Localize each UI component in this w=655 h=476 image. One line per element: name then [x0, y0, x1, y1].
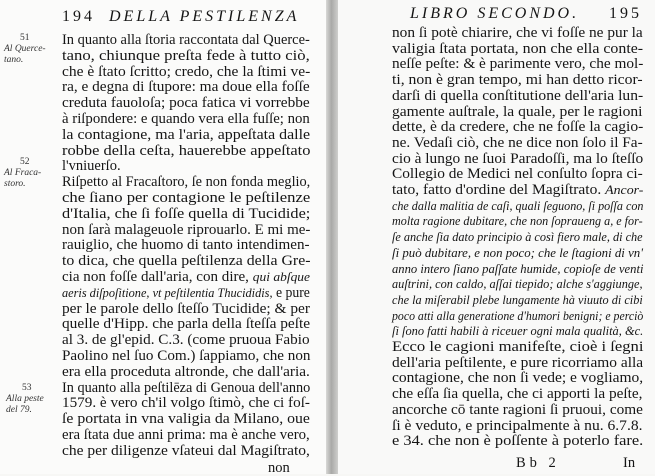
line-text: neſſe peſte: & è parimente vero, che mol- — [392, 56, 644, 73]
line-text: Riſpetto al Fracaſtoro, ſe non fonda meglio, — [62, 174, 311, 191]
text-line — [392, 229, 643, 245]
running-head-right: LIBRO SECONDO. — [410, 5, 580, 22]
margin-note-text: Al Fraca- — [4, 168, 42, 178]
line-text: gamente auſtrale, la quale, per le ragioni — [392, 103, 643, 120]
line-text: che eſſa ſia quella, che ci apporti la peſte, — [392, 386, 643, 403]
text-line — [392, 292, 643, 308]
line-text: l'vniuerſo. — [62, 158, 121, 175]
text-line — [62, 380, 310, 396]
text-line — [62, 79, 310, 95]
text-line — [62, 395, 310, 411]
text-line — [62, 348, 310, 364]
text-line — [62, 190, 310, 206]
text-line — [62, 301, 310, 317]
text-line — [392, 104, 642, 120]
line-text: era ſtata due anni prima: ma è anche vero, — [62, 427, 310, 443]
text-line — [62, 427, 310, 443]
running-header-left — [62, 8, 299, 26]
margin-note-53 — [6, 383, 44, 416]
text-line — [62, 332, 310, 348]
text-line — [392, 433, 643, 449]
line-text: che per diligenze vſateui dal Magiſtrato, — [62, 442, 310, 459]
line-text: tato, fatto d'ordine del Magiſtrato. — [392, 182, 606, 198]
text-line — [62, 48, 310, 64]
text-line — [392, 339, 643, 355]
line-text: al 3. de gl'epid. C.3. (come pruoua Fabio — [62, 332, 310, 349]
signature-mark: Bb 2 — [516, 455, 560, 471]
italic-text: Ancor- — [605, 182, 644, 197]
line-text: ancorche cō tante ragioni ſi pruoui, come — [392, 401, 643, 418]
text-line — [392, 56, 643, 72]
line-text: era ella proceduta altronde, che dall'aria. — [62, 363, 310, 380]
margin-note-51 — [4, 33, 46, 66]
text-line — [62, 443, 310, 459]
text-line — [392, 386, 643, 402]
line-text: ſi è veduto, e principalmente à nu. 6.7.8. — [392, 417, 643, 434]
text-line — [62, 222, 310, 238]
text-line — [392, 323, 643, 339]
right-page — [338, 0, 655, 474]
text-line — [392, 276, 643, 292]
margin-note-text: Al Querce- — [4, 44, 46, 54]
line-text: cia non foſſe dall'aria, con dire, — [62, 269, 253, 285]
line-text: che è ſtato ſcritto; credo, che la ſtimi ve- — [62, 63, 311, 80]
italic-text: qui abſque — [252, 269, 311, 284]
line-text: robbe della ceſta, hauerebbe appeſtato — [62, 142, 311, 159]
line-text: Ecco le cagioni manifeſte, cioè i ſegni — [392, 339, 644, 355]
line-text: dell'aria peſtilente, e pure ricorriamo alla — [392, 354, 644, 371]
book-gutter — [326, 0, 338, 474]
text-line — [392, 198, 643, 214]
line-text: dette, è da credere, che ne foſſe la cagio- — [392, 119, 644, 136]
text-line — [392, 166, 643, 182]
line-text: to dica, che quella peſtilenza della Gre- — [62, 253, 311, 270]
line-text: darſi di quella conſtitutione dell'aria lun- — [392, 87, 644, 104]
text-line — [62, 237, 310, 253]
line-text: creduta fauoloſa; poca fatica vi vorrebbe — [62, 95, 310, 112]
text-line — [392, 213, 643, 229]
line-text: à riſpondere: e quando vera ella fuſſe; non — [62, 111, 310, 127]
text-line — [392, 261, 643, 277]
text-line — [62, 111, 310, 127]
text-line — [392, 88, 643, 104]
text-line — [392, 355, 643, 371]
line-text: ti, non è gran tempo, mi han detto ricor- — [392, 72, 643, 89]
text-line — [392, 72, 643, 88]
text-line — [62, 316, 310, 332]
line-text: In quanto alla peſtilēza di Genoua dell'anno — [62, 379, 311, 396]
line-text: contagione, che non ſi vede; e vogliamo, — [392, 370, 644, 387]
line-text: Collegio de Medici nel conſulto ſopra ci- — [392, 166, 643, 183]
text-line — [62, 364, 310, 380]
italic-text: che dalla malitia de caſi, quali ſeguono, ſi poſſa con — [392, 197, 644, 213]
text-line — [392, 182, 643, 198]
text-line — [62, 411, 310, 427]
line-text: non ſarà malageuole riprouarlo. E mi me- — [62, 221, 311, 238]
line-text: non ſi potè chiarire, che vi foſſe ne pur la — [392, 25, 643, 41]
line-text: rauiglio, che huomo di tanto intendimen- — [62, 237, 310, 254]
text-line — [392, 151, 643, 167]
line-text: ſe portata in vna valigia da Milano, oue — [62, 411, 310, 428]
margin-note-text: del 79. — [6, 405, 32, 415]
text-line — [392, 25, 643, 41]
line-text: ne. Vedaſi ciò, che ne dice non ſolo il Fa- — [392, 134, 643, 151]
line-text: In quanto alla ſtoria raccontata dal Querce- — [62, 32, 310, 48]
text-line — [392, 418, 643, 434]
line-text: valigia ſtata portata, non che ella conte- — [392, 40, 644, 57]
left-page — [0, 0, 326, 474]
italic-text: auſtrini, con caldo, aſſai tiepido; alche s'aggiunge, — [392, 276, 643, 292]
text-line — [62, 206, 310, 222]
text-line — [62, 95, 310, 111]
margin-note-number: 53 — [22, 383, 32, 393]
margin-note-text: Alla peste — [6, 394, 44, 404]
text-line — [392, 119, 643, 135]
text-line — [392, 41, 643, 57]
text-line — [392, 308, 643, 324]
margin-note-number: 51 — [20, 33, 30, 43]
line-text: quelle d'Hipp. che parla della ſteſſa peſte — [62, 316, 311, 333]
italic-text: anno intero ſiano paſſate humide, copioſe de venti — [392, 260, 644, 276]
line-text: e pure — [272, 284, 310, 301]
italic-text: aeris diſpoſitione, vt peſtilentia Thucididis, — [62, 284, 273, 300]
text-line — [392, 245, 643, 261]
line-text: tano, chiunque preſta fede à tutto ciò, — [62, 47, 310, 64]
italic-text: ſe anche ſia dato principio à così fiero male, di che — [392, 229, 643, 245]
running-head-left: DELLA PESTILENZA — [109, 8, 300, 25]
catchword-right: In — [623, 455, 636, 471]
margin-note-number: 52 — [20, 157, 30, 167]
italic-text: ſi ſono fatti habili à riceuer ogni mala qualità, &c. — [392, 323, 644, 339]
line-text: per le parole dello ſteſſo Tucidide; & per — [62, 300, 310, 317]
line-text: Paolino nel ſuo Com.) ſappiamo, che non — [62, 348, 311, 364]
text-line — [62, 127, 310, 143]
text-line — [392, 135, 643, 151]
line-text: e 34. che non è poſſente à poterlo fare. — [392, 433, 644, 450]
text-line — [62, 174, 310, 190]
italic-text: che la miſerabil plebe lungamente hà viuuto di cibi — [392, 291, 643, 307]
text-line — [62, 285, 310, 301]
margin-note-text: storo. — [4, 179, 26, 189]
text-line — [62, 32, 310, 48]
italic-text: molta ragione dubitare, che non ſopraueng a, e for- — [392, 213, 643, 229]
italic-text: poco atti alla generatione d'humori benigni; e perciò — [392, 307, 644, 323]
text-line — [62, 269, 310, 285]
line-text: d'Italia, che ſi foſſe quella di Tucidide; — [62, 205, 311, 222]
page-number-right: 195 — [609, 5, 642, 22]
margin-note-text: tano. — [4, 55, 24, 65]
running-header-right — [410, 5, 642, 23]
line-text: cio à lungo ne ſuoi Paradoſſi, ma lo ſteſſo — [392, 150, 644, 167]
line-text: ra, e degna di ſtupore: ma doue ella foſſe — [62, 79, 310, 96]
text-line — [62, 64, 310, 80]
text-line — [392, 402, 643, 418]
line-text: la contagione, ma l'aria, appeſtata dalle — [62, 126, 311, 143]
page-number-left: 194 — [62, 8, 95, 25]
text-line — [392, 370, 643, 386]
catchword-left: non — [268, 460, 290, 476]
text-line — [62, 253, 311, 269]
line-text: 1579. è vero ch'il volgo ſtimò, che ci foſ- — [62, 395, 310, 412]
italic-text: ſi può dubitare, e non poco; che le ſtagioni di vn' — [392, 244, 643, 260]
line-text: che ſiano per contagione le peſtilenze — [62, 190, 311, 206]
text-line — [62, 158, 121, 174]
text-line — [62, 143, 310, 159]
margin-note-52 — [4, 157, 41, 190]
